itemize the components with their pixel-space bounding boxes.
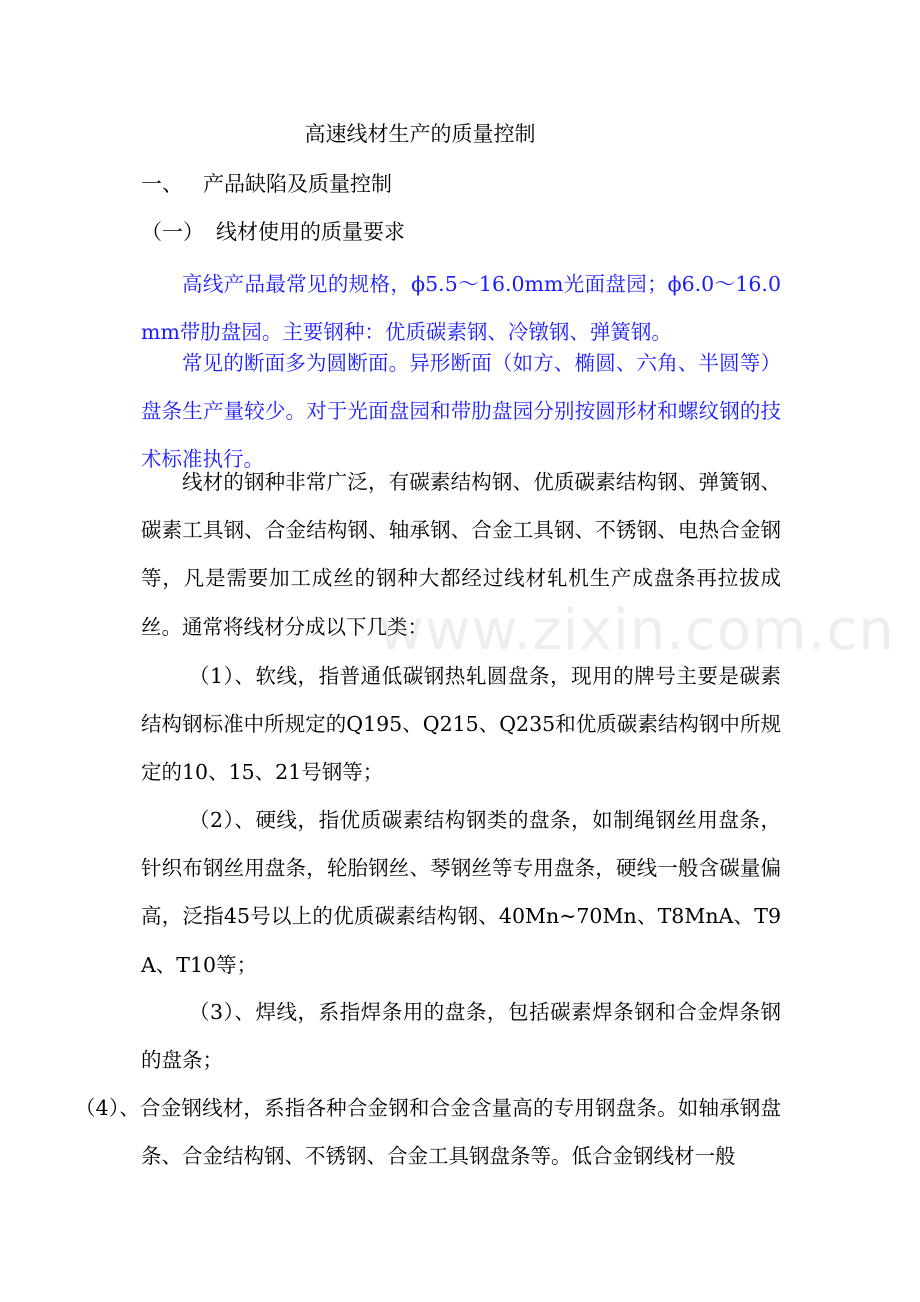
section-number: 一、 (141, 172, 183, 196)
list-item-hard-wire: （2）、硬线，指优质碳素结构钢类的盘条，如制绳钢丝用盘条，针织布钢丝用盘条，轮胎钢丝、琴钢丝等专用盘条，硬线一般含碳量偏高，泛指45号以上的优质碳素结构钢、40Mn~70Mn、T8MnA、T9A、T10等； (141, 808, 781, 977)
subsection-number: （一） (141, 220, 204, 244)
list-item-welding-wire: （3）、焊线，系指焊条用的盘条，包括碳素焊条钢和合金焊条钢的盘条； (141, 1000, 781, 1073)
watermark-text: www.zixin.com.cn (378, 598, 895, 663)
list-item-soft-wire: （1）、软线，指普通低碳钢热轧圆盘条，现用的牌号主要是碳素结构钢标准中所规定的Q195、Q215、Q235和优质碳素结构钢中所规定的10、15、21号钢等； (141, 664, 781, 785)
section-title: 产品缺陷及质量控制 (203, 172, 392, 196)
section-heading-1 (141, 168, 392, 200)
subsection-heading-1 (141, 216, 405, 248)
subsection-title: 线材使用的质量要求 (216, 220, 405, 244)
paragraph-cross-sections: 常见的断面多为圆断面。异形断面（如方、椭圆、六角、半圆等）盘条生产量较少。对于光面盘园和带肋盘园分别按圆形材和螺纹钢的技术标准执行。 (141, 351, 781, 472)
document-title: 高速线材生产的质量控制 (304, 122, 536, 146)
paragraph-steel-grades: 线材的钢种非常广泛，有碳素结构钢、优质碳素结构钢、弹簧钢、碳素工具钢、合金结构钢、轴承钢、合金工具钢、不锈钢、电热合金钢等，凡是需要加工成丝的钢种大都经过线材轧机生产成盘条再拉拔成丝。通常将线材分成以下几类： (141, 470, 781, 639)
list-item-alloy-wire: （4）、合金钢线材，系指各种合金钢和合金含量高的专用钢盘条。如轴承钢盘条、合金结构钢、不锈钢、合金工具钢盘条等。低合金钢线材一般 (75, 1096, 781, 1169)
paragraph-specifications: 高线产品最常见的规格，ϕ5.5～16.0mm光面盘园；ϕ6.0～16.0mm带肋盘园。主要钢种：优质碳素钢、冷镦钢、弹簧钢。 (141, 272, 781, 345)
